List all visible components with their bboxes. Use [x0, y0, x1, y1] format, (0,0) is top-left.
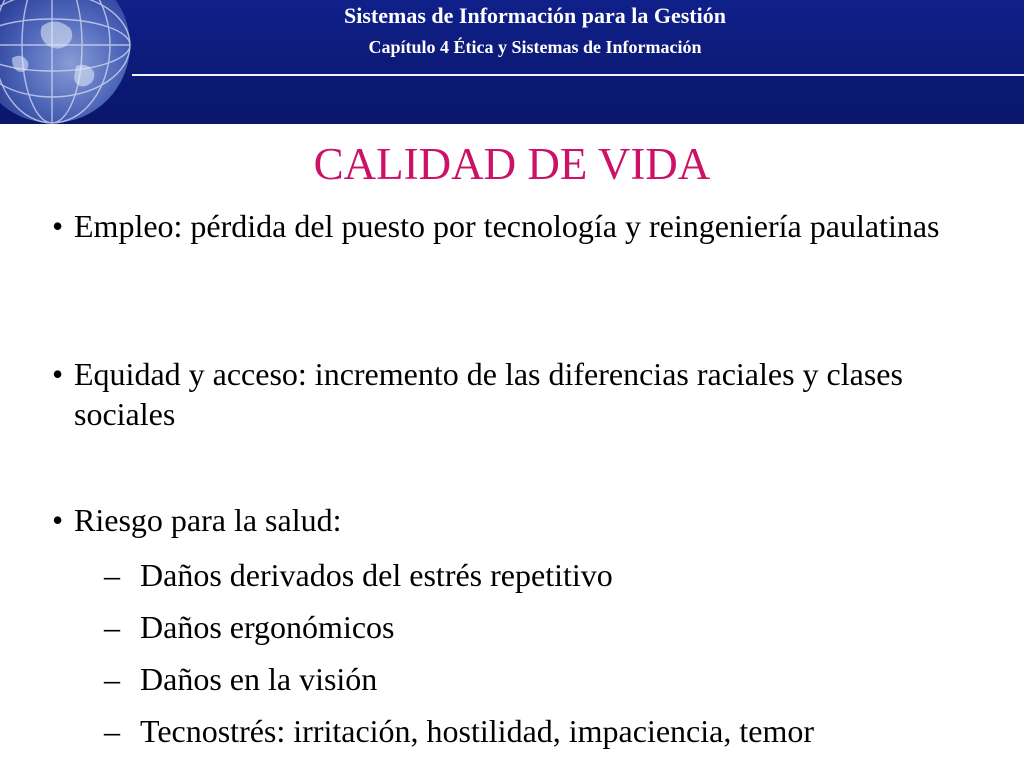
bullet-text: Empleo: pérdida del puesto por tecnología y reingeniería paulatinas	[74, 208, 940, 244]
bullet-icon: •	[52, 502, 64, 538]
bullet-item	[52, 206, 1012, 246]
sub-list-item	[104, 555, 1004, 595]
header-divider	[132, 74, 1024, 76]
dash-icon: –	[104, 661, 120, 697]
bullet-icon: •	[52, 356, 64, 392]
sub-item-text: Tecnostrés: irritación, hostilidad, impaciencia, temor	[140, 713, 814, 749]
sub-item-text: Daños ergonómicos	[140, 609, 395, 645]
bullet-item	[52, 354, 1012, 434]
dash-icon: –	[104, 609, 120, 645]
slide-title: CALIDAD DE VIDA	[313, 139, 711, 189]
course-title: Sistemas de Información para la Gestión	[344, 3, 726, 28]
chapter-subtitle: Capítulo 4 Ética y Sistemas de Información	[368, 37, 702, 57]
dash-icon: –	[104, 713, 120, 749]
bullet-text: Equidad y acceso: incremento de las diferencias raciales y clases sociales	[74, 356, 903, 432]
sub-list-item	[104, 659, 1004, 699]
sub-list-item	[104, 711, 1004, 751]
sub-item-text: Daños en la visión	[140, 661, 378, 697]
dash-icon: –	[104, 557, 120, 593]
sub-item-text: Daños derivados del estrés repetitivo	[140, 557, 613, 593]
bullet-text: Riesgo para la salud:	[74, 502, 342, 538]
header-band	[0, 0, 1024, 124]
sub-list-item	[104, 607, 1004, 647]
bullet-item	[52, 500, 1012, 540]
bullet-icon: •	[52, 208, 64, 244]
